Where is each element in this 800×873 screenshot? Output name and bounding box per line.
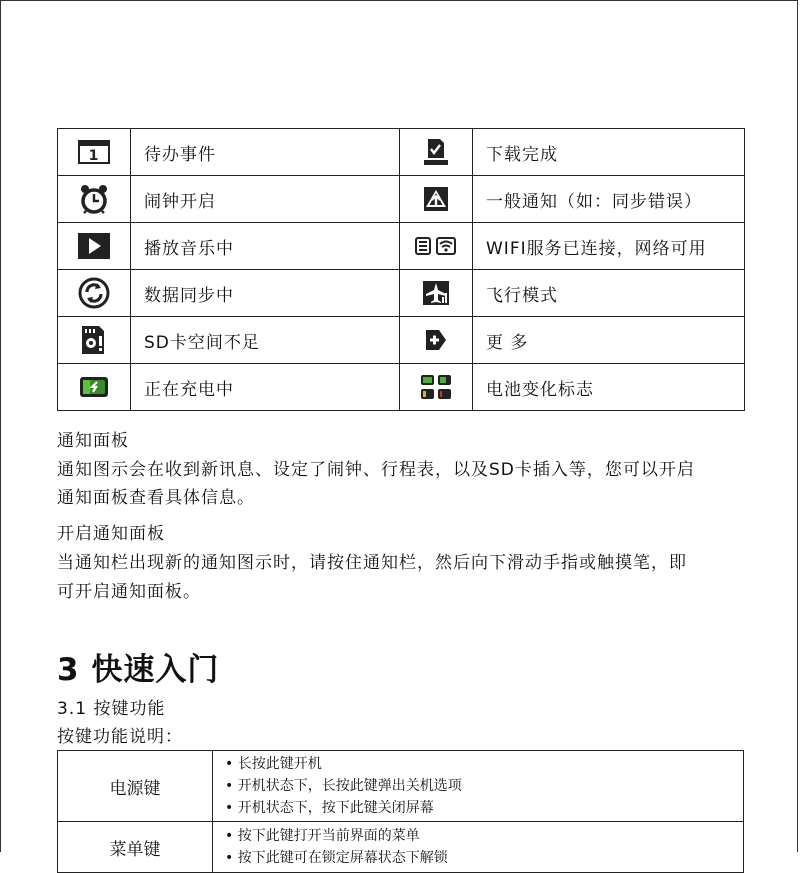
list-item: • 开机状态下，长按此键弹出关机选项 xyxy=(225,775,743,797)
svg-text:1: 1 xyxy=(88,148,100,164)
table-row xyxy=(58,223,745,270)
warning-notification-icon xyxy=(424,189,448,209)
table-row xyxy=(58,270,745,317)
section-title: 3 快速入门 xyxy=(57,652,220,688)
icon-label: 飞行模式 xyxy=(473,270,745,317)
icon-label: 电池变化标志 xyxy=(473,364,745,411)
list-item: • 按下此键打开当前界面的菜单 xyxy=(225,825,743,847)
battery-status-icon xyxy=(420,377,452,397)
list-item: • 按下此键可在锁定屏幕状态下解锁 xyxy=(225,847,743,869)
list-item: • 开机状态下，按下此键关闭屏幕 xyxy=(225,797,743,819)
icon-label: 闹钟开启 xyxy=(131,176,400,223)
download-complete-icon xyxy=(423,142,449,162)
icon-label: 待办事件 xyxy=(131,129,400,176)
icon-label: 播放音乐中 xyxy=(131,223,400,270)
notify-panel-heading: 通知面板 xyxy=(57,431,129,451)
table-row xyxy=(58,822,744,873)
key-description xyxy=(213,751,744,822)
table-row xyxy=(58,751,744,822)
open-panel-heading: 开启通知面板 xyxy=(57,524,165,544)
key-name: 电源键 xyxy=(58,751,213,822)
notify-panel-line1: 通知图示会在收到新讯息、设定了闹钟、行程表，以及SD卡插入等，您可以开启 xyxy=(57,460,695,480)
icon-label: 一般通知（如：同步错误） xyxy=(473,176,745,223)
icon-label: SD卡空间不足 xyxy=(131,317,400,364)
sd-card-full-icon xyxy=(79,330,109,350)
notify-panel-line2: 通知面板查看具体信息。 xyxy=(57,488,255,508)
icon-label: 下载完成 xyxy=(473,129,745,176)
airplane-mode-icon xyxy=(423,283,449,303)
subsection-title: 3.1 按键功能 xyxy=(57,699,166,719)
icon-label: 更 多 xyxy=(473,317,745,364)
charging-icon xyxy=(79,377,109,397)
icon-label: 数据同步中 xyxy=(131,270,400,317)
open-panel-line1: 当通知栏出现新的通知图示时，请按住通知栏，然后向下滑动手指或触摸笔，即 xyxy=(57,553,687,573)
status-icon-table xyxy=(57,128,745,411)
icon-label: 正在充电中 xyxy=(131,364,400,411)
more-icon xyxy=(425,330,447,350)
keys-intro: 按键功能说明： xyxy=(57,727,183,747)
key-description xyxy=(213,822,744,873)
sync-icon xyxy=(78,283,110,303)
table-row xyxy=(58,364,745,411)
key-name: 菜单键 xyxy=(58,822,213,873)
table-row xyxy=(58,176,745,223)
list-item: • 长按此键开机 xyxy=(225,753,743,775)
table-row xyxy=(58,317,745,364)
icon-label: WIFI服务已连接，网络可用 xyxy=(473,223,745,270)
calendar-icon xyxy=(77,142,111,162)
open-panel-line2: 可开启通知面板。 xyxy=(57,582,201,602)
table-row xyxy=(58,129,745,176)
wifi-icon xyxy=(415,236,457,256)
key-function-table xyxy=(57,750,744,873)
play-music-icon xyxy=(78,236,110,256)
alarm-clock-icon xyxy=(79,189,109,209)
